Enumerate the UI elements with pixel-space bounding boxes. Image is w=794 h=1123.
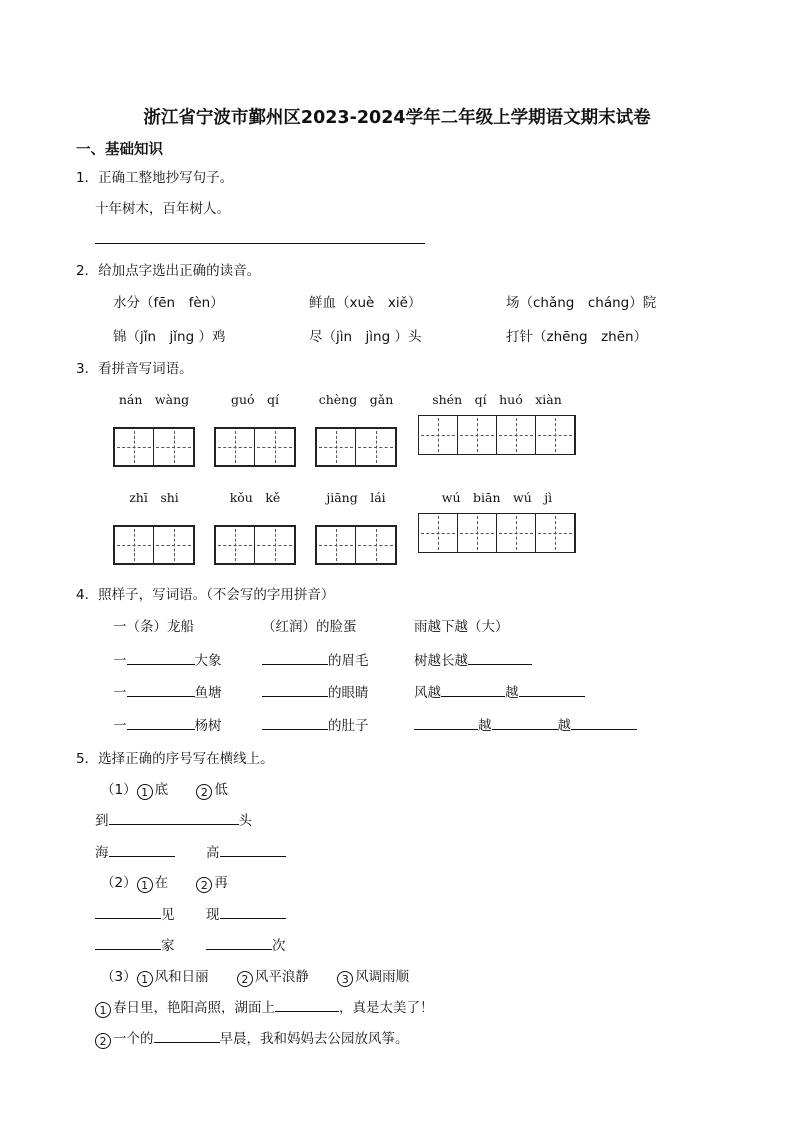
fill-item: 到 头: [95, 809, 252, 829]
writing-grid[interactable]: [315, 525, 397, 565]
blank[interactable]: [441, 682, 505, 697]
reading-choice[interactable]: 锦（jǐn jǐng ）鸡: [113, 329, 226, 345]
pinyin-label: wú biān wú jì: [441, 490, 553, 505]
reading-choice[interactable]: 打针（zhēng zhēn）: [506, 329, 648, 345]
blank[interactable]: [262, 650, 328, 665]
fill-item: 一 杨树: [113, 714, 222, 734]
blank[interactable]: [262, 715, 328, 730]
question-number: 2．: [76, 263, 99, 279]
question-4: [76, 583, 334, 603]
option-group-3: （3） 1 风和日丽 2 风平浪静 3 风调雨顺: [101, 969, 410, 986]
blank[interactable]: [127, 715, 195, 730]
question-number: 3．: [76, 361, 99, 377]
copy-sentence: 十年树木，百年树人。: [95, 201, 230, 217]
blank[interactable]: [468, 650, 532, 665]
question-number: 1．: [76, 170, 99, 186]
option-group-1: （1） 1 底 2 低: [101, 782, 228, 799]
item-number: 1: [95, 1002, 111, 1018]
reading-choice[interactable]: 场（chǎng cháng）院: [506, 295, 657, 311]
writing-grid[interactable]: [418, 513, 576, 553]
fill-item: 越 越: [414, 714, 637, 734]
reading-choice[interactable]: 水分（fēn fèn）: [113, 295, 224, 311]
pinyin-label: shén qí huó xiàn: [432, 392, 562, 407]
fill-item: 次: [206, 934, 286, 954]
question-5: [76, 747, 274, 767]
fill-item: 海: [95, 841, 175, 861]
option-group-2: （2） 1 在 2 再: [101, 875, 228, 892]
pinyin-label: nán wàng: [118, 392, 190, 407]
fill-item: 现: [206, 903, 286, 923]
blank[interactable]: [275, 997, 339, 1012]
fill-item: 树越长越: [414, 649, 532, 669]
pinyin-label: jiāng lái: [326, 490, 386, 505]
blank[interactable]: [220, 904, 286, 919]
blank[interactable]: [220, 842, 286, 857]
fill-item: 的眉毛: [262, 649, 369, 669]
answer-line[interactable]: [95, 243, 425, 244]
writing-grid[interactable]: [418, 415, 576, 455]
blank[interactable]: [109, 842, 175, 857]
option-number: 1: [137, 784, 153, 800]
fill-item: 的眼睛: [262, 681, 369, 701]
fill-item: 一 鱼塘: [113, 681, 222, 701]
option-number: 2: [196, 877, 212, 893]
example-3: 雨越下越（大）: [414, 619, 509, 635]
section-heading: 一、基础知识: [76, 142, 163, 158]
reading-choice[interactable]: 鲜血（xuè xiě）: [309, 295, 422, 311]
option-number: 2: [196, 784, 212, 800]
pinyin-label: chèng gǎn: [318, 392, 394, 407]
writing-grid[interactable]: [214, 427, 296, 467]
item-number: 2: [95, 1033, 111, 1049]
writing-grid[interactable]: [113, 525, 195, 565]
example-1: 一（条）龙船: [113, 619, 194, 635]
question-3: [76, 357, 193, 377]
writing-grid[interactable]: [214, 525, 296, 565]
fill-item: 一 大象: [113, 649, 222, 669]
blank[interactable]: [95, 904, 161, 919]
option-number: 3: [337, 971, 353, 987]
option-number: 1: [137, 971, 153, 987]
reading-choice[interactable]: 尽（jìn jìng ）头: [309, 329, 422, 345]
writing-grid[interactable]: [315, 427, 397, 467]
pinyin-label: kǒu kě: [229, 490, 281, 505]
question-2: [76, 259, 260, 279]
pinyin-label: zhī shi: [129, 490, 179, 505]
question-prompt: 给加点字选出正确的读音。: [98, 263, 261, 279]
writing-grid[interactable]: [113, 427, 195, 467]
blank[interactable]: [154, 1028, 220, 1043]
option-number: 1: [137, 877, 153, 893]
pinyin-label: guó qí: [230, 392, 280, 407]
blank[interactable]: [492, 715, 558, 730]
question-1: [76, 166, 233, 186]
blank[interactable]: [95, 935, 161, 950]
option-number: 2: [237, 971, 253, 987]
fill-item: 高: [206, 841, 286, 861]
sentence-1: 1 春日里，艳阳高照，湖面上 ，真是太美了！: [95, 996, 434, 1018]
blank[interactable]: [519, 682, 585, 697]
blank[interactable]: [109, 810, 239, 825]
blank[interactable]: [127, 682, 195, 697]
blank[interactable]: [206, 935, 272, 950]
question-number: 4．: [76, 587, 99, 603]
blank[interactable]: [127, 650, 195, 665]
fill-item: 见: [95, 903, 175, 923]
question-number: 5．: [76, 751, 99, 767]
fill-item: 家: [95, 934, 175, 954]
question-prompt: 正确工整地抄写句子。: [98, 170, 234, 186]
blank[interactable]: [414, 715, 478, 730]
sentence-2: 2 一个的 早晨，我和妈妈去公园放风筝。: [95, 1027, 409, 1049]
question-prompt: 选择正确的序号写在横线上。: [98, 751, 274, 767]
page-title: 浙江省宁波市鄞州区2023-2024学年二年级上学期语文期末试卷: [143, 108, 651, 128]
fill-item: 的肚子: [262, 714, 369, 734]
fill-item: 风越 越: [414, 681, 585, 701]
question-prompt: 看拼音写词语。: [98, 361, 193, 377]
blank[interactable]: [262, 682, 328, 697]
blank[interactable]: [571, 715, 637, 730]
example-2: （红润）的脸蛋: [262, 619, 357, 635]
question-prompt: 照样子，写词语。（不会写的字用拼音）: [98, 587, 335, 603]
